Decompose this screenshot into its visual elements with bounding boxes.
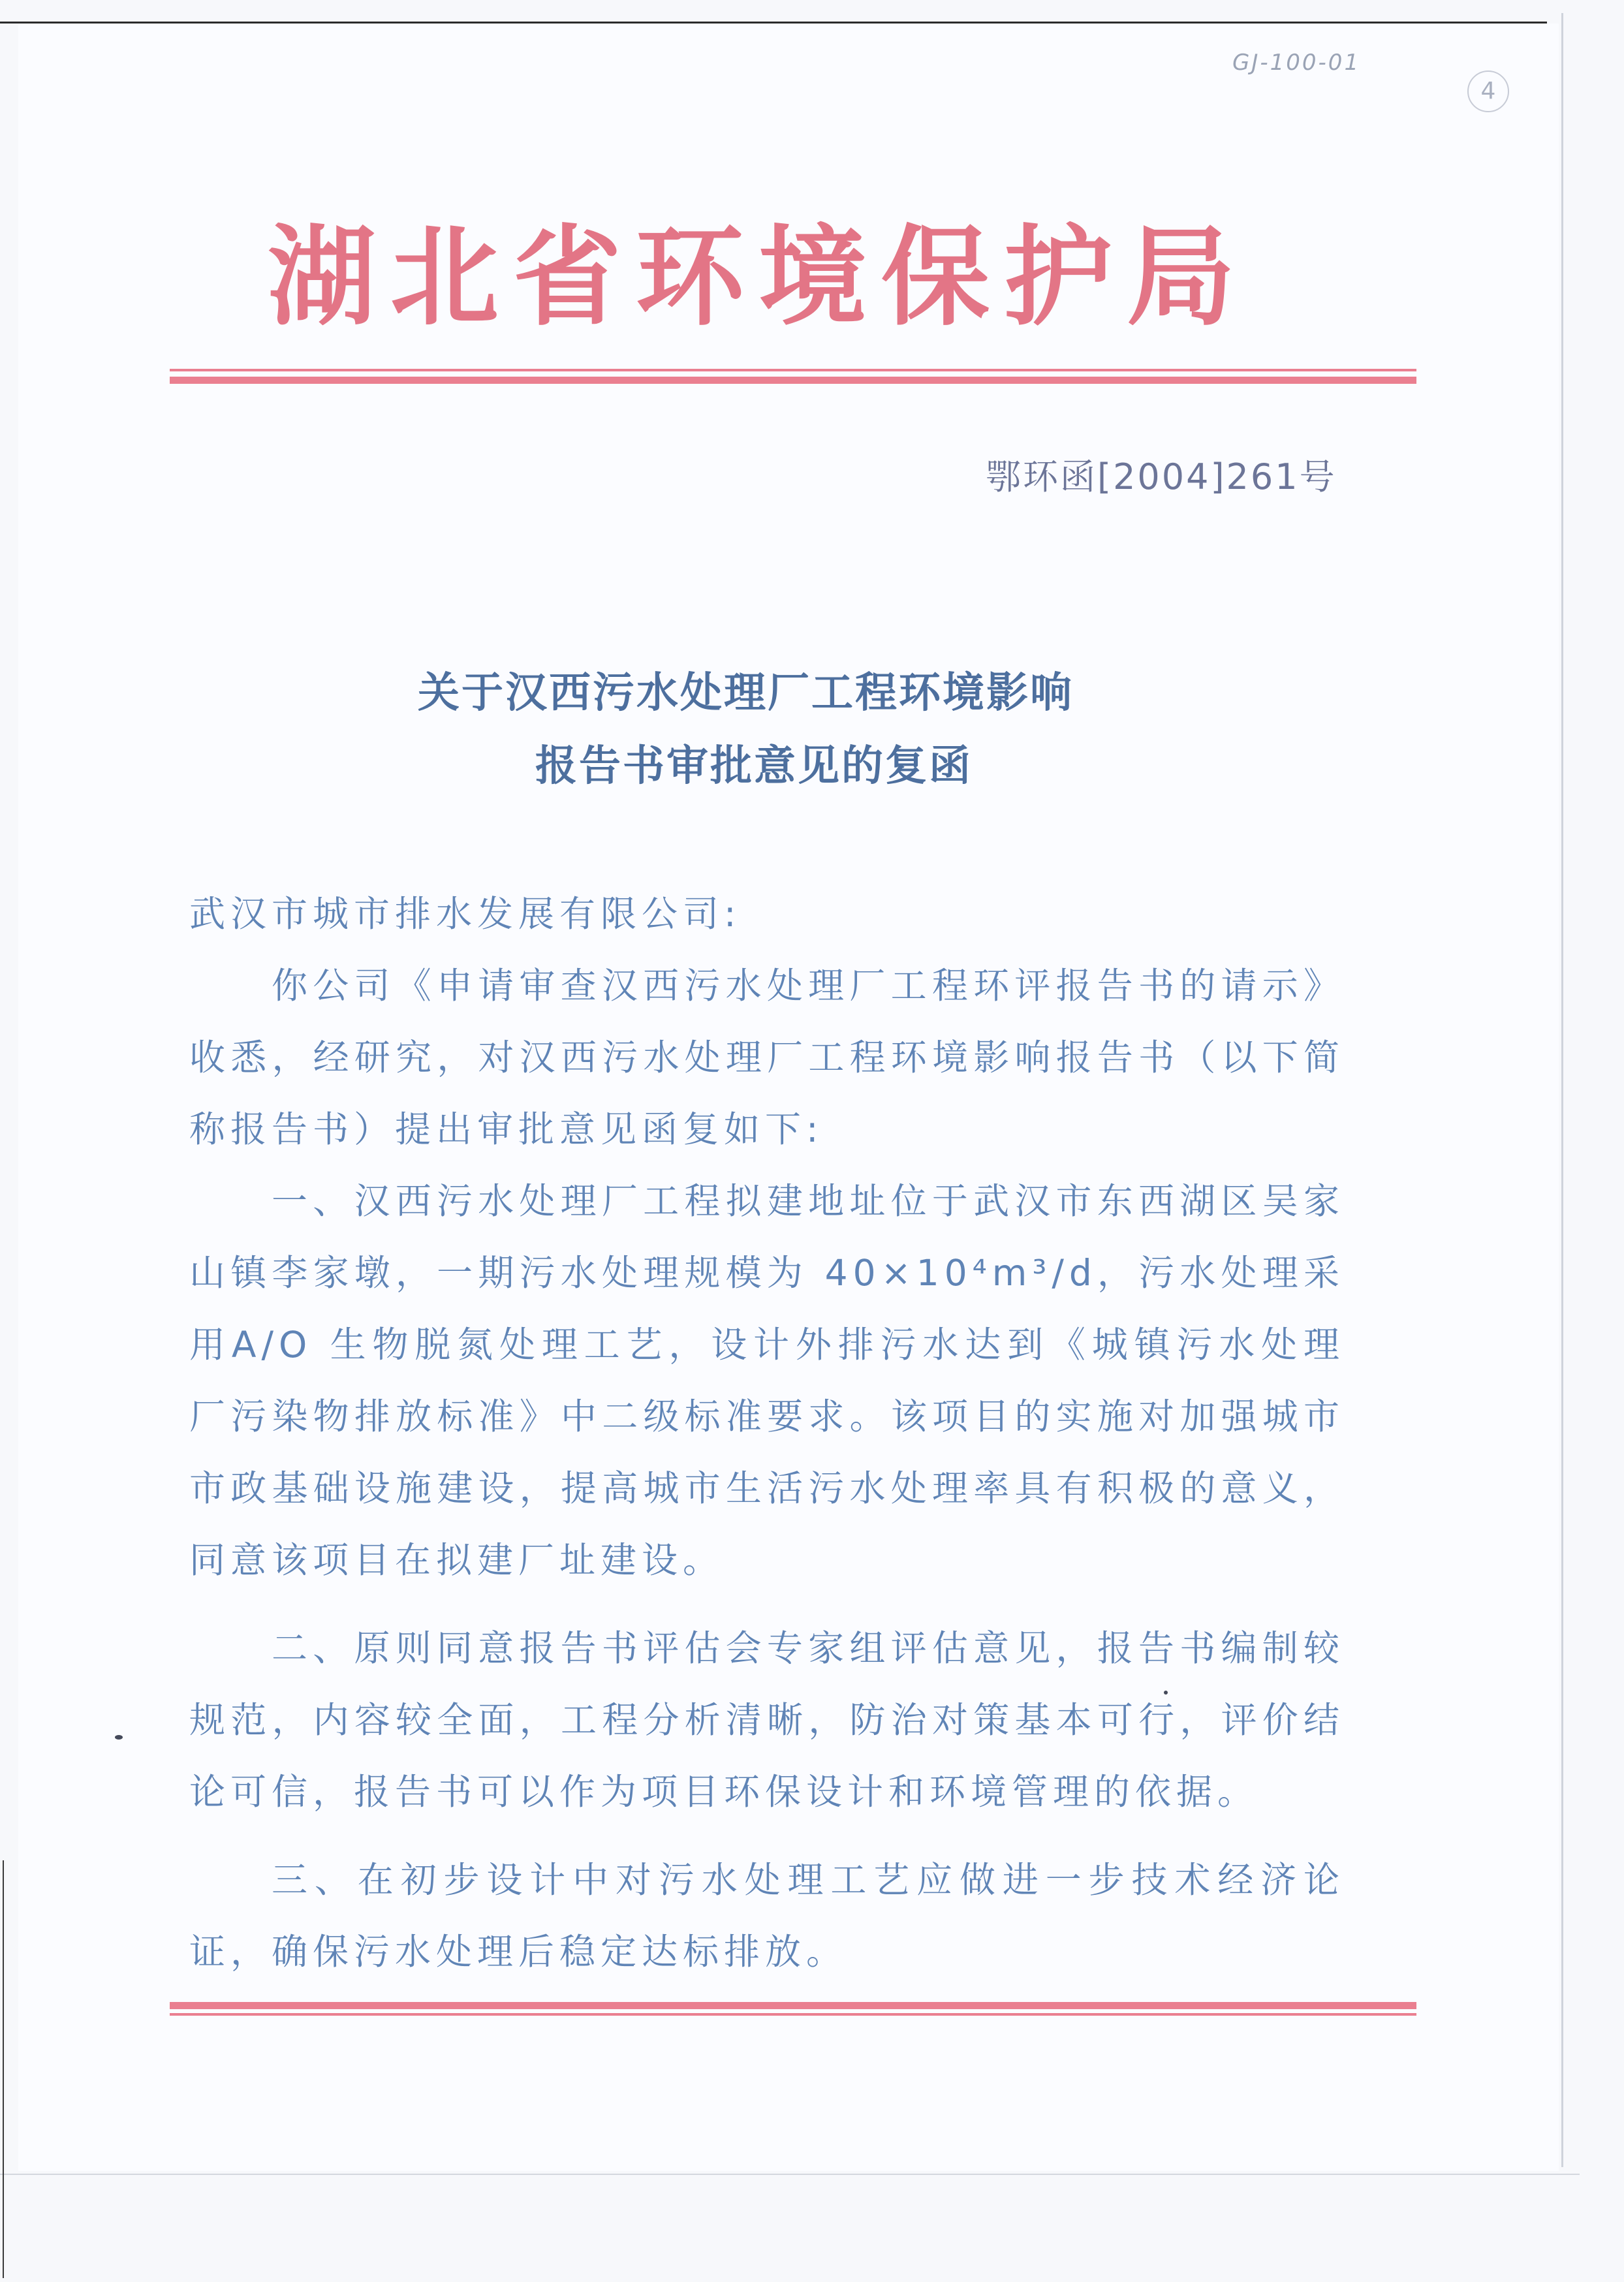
handwritten-page-number: 4 (1467, 70, 1509, 112)
item-3-paragraph: 三、在初步设计中对污水处理工艺应做进一步技术经济论证，确保污水处理后稳定达标排放。 (189, 1859, 1345, 1973)
document-number: 鄂环函[2004]261号 (986, 456, 1337, 497)
item-1-paragraph: 一、汉西污水处理厂工程拟建地址位于武汉市东西湖区吴家山镇李家墩，一期污水处理规模为 40×10⁴m³/d，污水处理采用A/O 生物脱氮处理工艺，设计外排污水达到《城镇污水处理厂污染物排放标准》中二级标准要求。该项目的实施对加强城市市政基础设施建设，提高城市生活污水处理率具有积极的意义，同意该项目在拟建厂址建设。 (189, 1180, 1345, 1581)
recipient-line: 武汉市城市排水发展有限公司: (189, 893, 742, 935)
footer-rule-thick (170, 2002, 1416, 2009)
scan-edge-left (3, 1860, 4, 2278)
scan-edge-right (1561, 13, 1563, 2167)
letterhead-rule-thin (170, 369, 1416, 371)
letterhead-rule-thick (170, 377, 1416, 384)
letterhead-title: 湖北省环境保护局 (268, 213, 1249, 341)
footer-rule-thin (170, 2013, 1416, 2016)
item-2-paragraph: 二、原则同意报告书评估会专家组评估意见，报告书编制较规范，内容较全面，工程分析清晰，防治对策基本可行，评价结论可信，报告书可以作为项目环保设计和环境管理的依据。 (189, 1627, 1345, 1813)
intro-paragraph: 你公司《申请审查汉西污水处理厂工程环评报告书的请示》收悉，经研究，对汉西污水处理厂工程环境影响报告书（以下简称报告书）提出审批意见函复如下: (189, 965, 1345, 1150)
document-title-line-2: 报告书审批意见的复函 (535, 742, 973, 790)
scan-speck (1164, 1691, 1168, 1695)
scan-speck (115, 1735, 123, 1740)
scan-edge-bottom (0, 2174, 1580, 2175)
document-title-line-1: 关于汉西污水处理厂工程环境影响 (418, 668, 1074, 717)
handwritten-ref-mark: GJ-100-01 (1232, 50, 1361, 76)
